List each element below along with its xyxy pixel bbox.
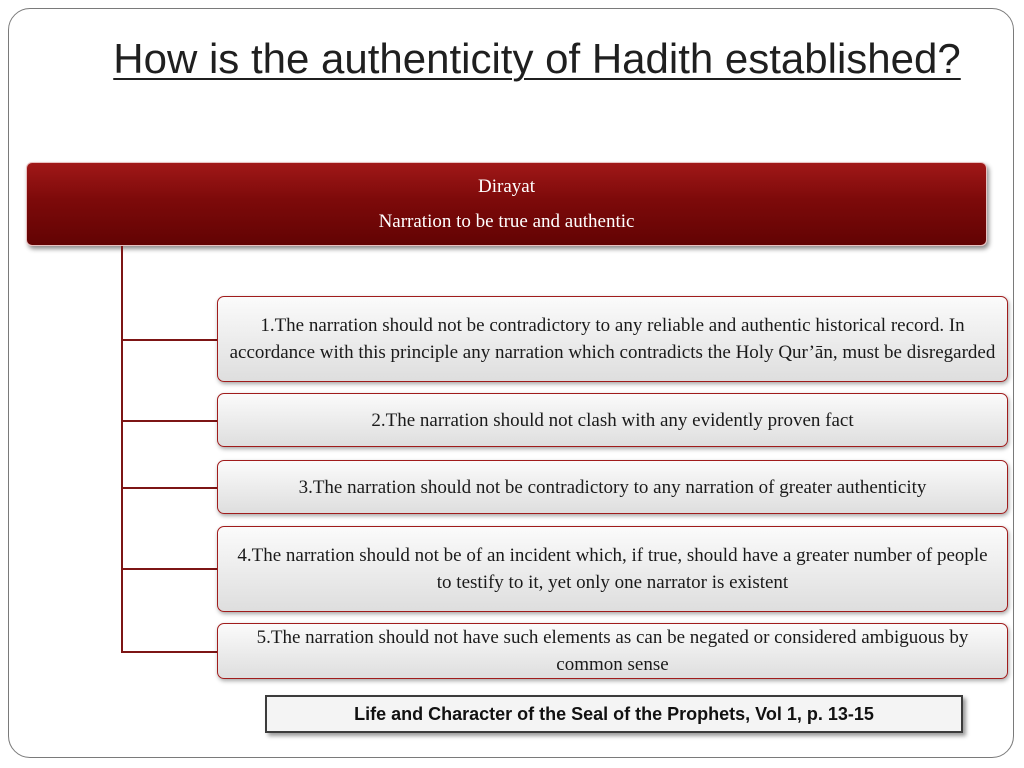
criterion-text: 4.The narration should not be of an incident which, if true, should have a greater number of people to testify to it, yet only one narrator is existent bbox=[237, 545, 988, 593]
slide-title: How is the authenticity of Hadith established? bbox=[113, 35, 961, 82]
tree-connector-item-3 bbox=[121, 487, 218, 489]
tree-connector-item-5 bbox=[121, 651, 218, 653]
tree-connector-item-2 bbox=[121, 420, 218, 422]
root-node-dirayat bbox=[26, 162, 987, 246]
citation-reference: Life and Character of the Seal of the Prophets, Vol 1, p. 13-15 bbox=[265, 695, 963, 733]
criterion-box-4 bbox=[217, 526, 1008, 612]
criterion-box-5 bbox=[217, 623, 1008, 679]
criterion-text: 3.The narration should not be contradictory to any narration of greater authenticity bbox=[298, 476, 927, 498]
criterion-box-2 bbox=[217, 393, 1008, 447]
criterion-box-1 bbox=[217, 296, 1008, 382]
criterion-text: 2.The narration should not clash with any evidently proven fact bbox=[371, 409, 854, 431]
tree-connector-item-1 bbox=[121, 339, 218, 341]
root-heading: Dirayat bbox=[478, 176, 535, 197]
criterion-text: 1.The narration should not be contradictory to any reliable and authentic historical record. In accordance with this principle any narration which contradicts the Holy Qur’ān, must be disregarded bbox=[229, 315, 996, 363]
tree-connector-item-4 bbox=[121, 568, 218, 570]
criterion-text: 5.The narration should not have such elements as can be negated or considered ambiguous by common sense bbox=[256, 627, 969, 675]
root-subheading: Narration to be true and authentic bbox=[378, 211, 635, 232]
tree-connector-vertical bbox=[121, 246, 123, 652]
criterion-box-3 bbox=[217, 460, 1008, 514]
